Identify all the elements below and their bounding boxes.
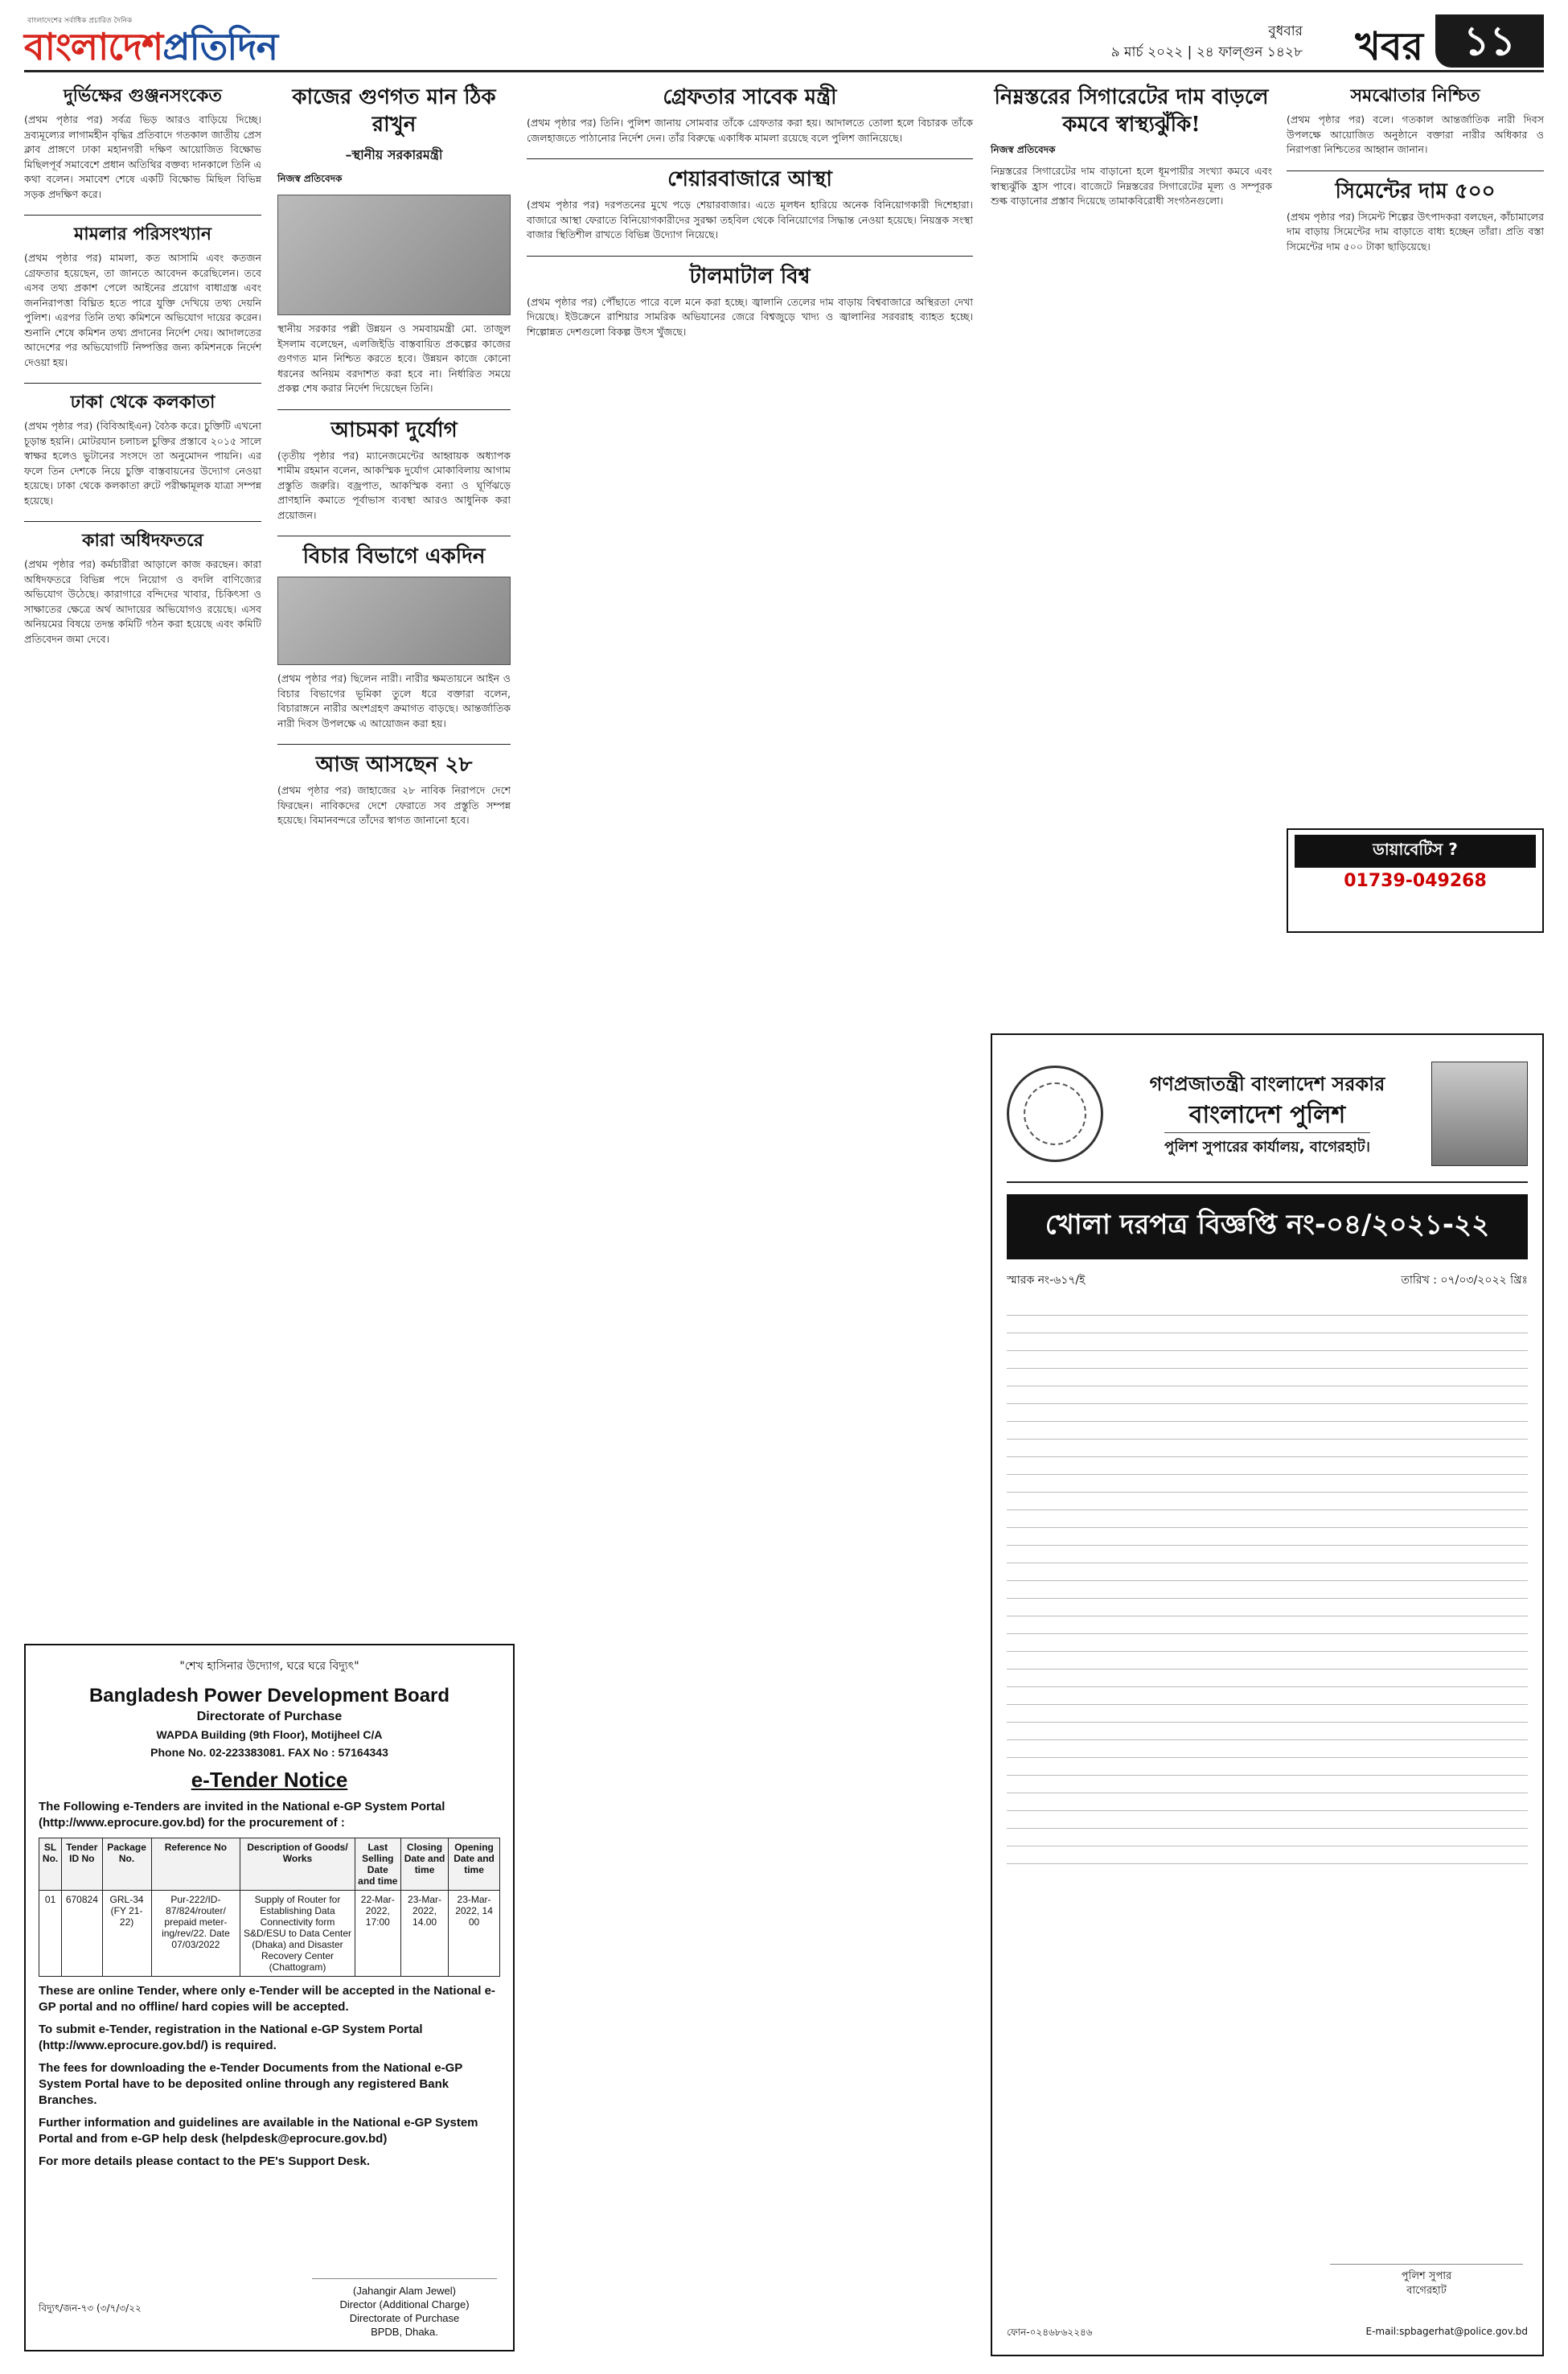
table-row	[39, 1891, 500, 1977]
story-body: (প্রথম পৃষ্ঠার পর) বলে। গতকাল আন্তর্জাতিক নারী দিবস উপলক্ষে আয়োজিত অনুষ্ঠানে বক্তারা নারীর অধিকার ও নিরাপত্তা নিশ্চিতের আহ্বান জানান।	[1287, 113, 1544, 155]
cell-opening: 23-Mar-2022, 14 00	[449, 1891, 500, 1977]
signer-place: বাগেরহাট	[1406, 2285, 1447, 2297]
cell-reference: Pur-222/ID-87/824/router/ prepaid meter-ing/rev/22. Date 07/03/2022	[151, 1891, 240, 1977]
story-body: (প্রথম পৃষ্ঠার পর) পৌঁছাতে পারে বলে মনে করা হচ্ছে। জ্বালানি তেলের দাম বাড়ায় বিশ্ববাজারে অস্থিরতা দেখা দিয়েছে। ইউক্রেনে রাশিয়ার সামরিক অভিযানের জেরে বিশ্বজুড়ে খাদ্য ও জ্বালানির সরবরাহ ব্যাহত হচ্ছে। শিল্পোন্নত দেশগুলো বিকল্প উৎস খুঁজছে।	[527, 295, 973, 338]
notice-title: e-Tender Notice	[191, 1768, 348, 1792]
signer-title: Director (Additional Charge)	[339, 2298, 470, 2310]
memo-row	[1007, 1271, 1528, 1290]
story-body: (প্রথম পৃষ্ঠার পর) তিনি। পুলিশ জানায় সোমবার তাঁকে গ্রেফতার করা হয়। আদালতে তোলা হলে বিচারক তাঁকে জেলহাজতে পাঠানোর নির্দেশ দেন। তাঁর বিরুদ্ধে একাধিক মামলা রয়েছে বলে পুলিশ জানিয়েছে।	[527, 117, 973, 144]
story-mamla	[24, 222, 261, 370]
date-text: ৯ মার্চ ২০২২ | ২৪ ফাল্গুন ১৪২৮	[1110, 44, 1303, 60]
portrait-photo	[1431, 1062, 1528, 1166]
header-package: Package No.	[102, 1838, 151, 1891]
classified-title: ডায়াবেটিস ?	[1295, 835, 1536, 868]
story-body: নিম্নস্তরের সিগারেটের দাম বাড়ানো হলে ধূমপায়ীর সংখ্যা কমবে এবং স্বাস্থ্যঝুঁকি হ্রাস পাবে। বাজেটে নিম্নস্তরের সিগারেটের মূল্য ও সম্পূরক শুল্ক বাড়ানোর প্রস্তাব দিয়েছে তামাকবিরোধী সংগঠনগুলো।	[991, 165, 1272, 207]
signer-dept: Directorate of Purchase	[349, 2312, 460, 2324]
signature	[1330, 2241, 1523, 2265]
org-name: Bangladesh Power Development Board	[88, 1685, 450, 1707]
story-body: (প্রথম পৃষ্ঠার পর) সিমেন্ট শিল্পের উৎপাদকরা বলছেন, কাঁচামালের দাম বাড়ায় সিমেন্টের দাম বাড়াতে বাধ্য হচ্ছেন তাঁরা। প্রতি বস্তা সিমেন্টের দাম ৫০০ টাকা ছাড়িয়েছে।	[1287, 210, 1544, 253]
header-description: Description of Goods/ Works	[240, 1838, 355, 1891]
dateline	[1111, 21, 1303, 63]
note-online: These are online Tender, where only e-Tender will be accepted in the National e-GP portal and no offline/ hard copies will be accepted.	[39, 1984, 495, 2014]
classified-phone: 01739-049268	[1344, 871, 1487, 891]
cell-package: GRL-34 (FY 21-22)	[102, 1891, 151, 1977]
story-durbhiksha	[24, 84, 261, 202]
headline: আজ আসছেন ২৮	[315, 753, 473, 777]
column-1	[24, 84, 261, 659]
story-body: (প্রথম পৃষ্ঠার পর) জাহাজের ২৮ নাবিক নিরাপদে দেশে ফিরছেন। নাবিকদের দেশে ফেরাতে সব প্রস্তুতি সম্পন্ন হয়েছে। বিমানবন্দরে তাঁদের স্বাগত জানানো হবে।	[277, 784, 511, 826]
column-3	[527, 84, 973, 352]
story-share	[527, 166, 973, 243]
police-phone: ফোন-০২৪৬৮৬২২৪৬	[1007, 2327, 1093, 2338]
story-body: (প্রথম পৃষ্ঠার পর) দরপতনের মুখে পড়ে শেয়ারবাজার। এতে মূলধন হারিয়ে অনেক বিনিয়োগকারী দিশেহারা। বাজারে আস্থা ফেরাতে বিনিয়োগকারীদের সুরক্ষা তহবিল থেকে বিনিয়োগের সিদ্ধান্ত নেওয়া হয়েছে। নিয়ন্ত্রক সংস্থা বাজার স্থিতিশীল রাখতে বিভিন্ন উদ্যোগ নিয়েছে।	[527, 199, 973, 240]
day-name: বুধবার	[1268, 23, 1303, 39]
dept-name: Directorate of Purchase	[196, 1710, 343, 1723]
story-samjhota	[1287, 84, 1544, 158]
signer-org: BPDB, Dhaka.	[371, 2326, 438, 2338]
column-5	[1287, 84, 1544, 267]
divider	[24, 215, 261, 216]
intro-text: The Following e-Tenders are invited in the National e-GP System Portal (http://www.eprocure.gov.bd) for the procurement of :	[39, 1800, 445, 1830]
government-name: গণপ্রজাতন্ত্রী বাংলাদেশ সরকার	[1149, 1072, 1385, 1095]
cell-last-selling: 22-Mar-2022, 17:00	[355, 1891, 400, 1977]
police-tender-ad	[991, 1033, 1544, 2356]
police-titles	[1103, 1070, 1431, 1159]
divider	[24, 521, 261, 522]
police-email: E-mail:spbagerhat@police.gov.bd	[1365, 2326, 1528, 2337]
classified-ad	[1287, 828, 1544, 933]
note-fees: The fees for downloading the e-Tender Documents from the National e-GP System Portal have to be deposited online through any registered Bank Branches.	[39, 2061, 462, 2107]
memo-number: স্মারক নং-৬১৭/ই	[1007, 1274, 1086, 1287]
subhead: –স্থানীয় সরকারমন্ত্রী	[345, 147, 443, 162]
headline: কাজের গুণগত মান ঠিক রাখুন	[292, 85, 496, 137]
note-contact: For more details please contact to the PE's Support Desk.	[39, 2154, 371, 2168]
masthead	[24, 14, 1544, 72]
office-name: পুলিশ সুপারের কার্যালয়, বাগেরহাট।	[1164, 1132, 1370, 1159]
tender-details-form	[1007, 1298, 1528, 1864]
logo-accent-text: প্রতিদিন	[162, 25, 278, 68]
government-seal-icon	[1007, 1066, 1103, 1162]
tender-signer	[312, 2255, 497, 2339]
headline: মামলার পরিসংখ্যান	[73, 224, 211, 244]
story-bichar	[277, 543, 511, 731]
police-name: বাংলাদেশ পুলিশ	[1188, 1100, 1346, 1129]
newspaper-logo	[24, 19, 277, 80]
page-number: ১১	[1435, 14, 1544, 68]
cell-sl: 01	[39, 1891, 62, 1977]
byline: নিজস্ব প্রতিবেদক	[277, 173, 343, 184]
header-closing: Closing Date and time	[400, 1838, 448, 1891]
news-photo	[277, 577, 511, 665]
story-kajer-man	[277, 84, 511, 396]
headline: সমঝোতার নিশ্চিত	[1350, 85, 1480, 106]
divider	[527, 158, 973, 159]
reference-code: বিদ্যুৎ/জন-৭৩ (৩/৭/৩/২২	[39, 2302, 142, 2314]
headline: কারা অধিদফতরে	[82, 530, 203, 551]
story-body: (প্রথম পৃষ্ঠার পর) (বিবিআইএন) বৈঠক করে। চুক্তিটি এখনো চূড়ান্ত হয়নি। মোটরযান চলাচল চুক্তির প্রস্তাবে ২০১৫ সালে স্বাক্ষর হলেও ভুটানের সংসদে তা অনুমোদন পায়নি। এর ফলে তিন দেশকে নিয়ে চুক্তি বাস্তবায়নের উদ্যোগ নেওয়া হয়েছে। ঢাকা থেকে কলকাতা রুটে পরীক্ষামূলক যাত্রা সম্পন্ন হয়েছে।	[24, 420, 261, 507]
headline: ঢাকা থেকে কলকাতা	[70, 392, 215, 413]
story-dhaka-kolkata	[24, 390, 261, 508]
police-ad-header	[1007, 1046, 1528, 1183]
divider	[277, 409, 511, 410]
header-last-selling: Last Selling Date and time	[355, 1838, 400, 1891]
police-signer	[1330, 2241, 1523, 2298]
story-achamka	[277, 417, 511, 524]
header-tender-id: Tender ID No	[62, 1838, 102, 1891]
story-cement	[1287, 178, 1544, 255]
story-aj-ashchen	[277, 751, 511, 828]
headline: নিম্নস্তরের সিগারেটের দাম বাড়লে কমবে স্বাস্থ্যঝুঁকি!	[994, 85, 1269, 137]
bpdb-tender-ad	[24, 1644, 515, 2351]
header-sl: SL No.	[39, 1838, 62, 1891]
slogan: "শেখ হাসিনার উদ্যোগ, ঘরে ঘরে বিদ্যুৎ"	[179, 1660, 359, 1673]
headline: গ্রেফতার সাবেক মন্ত্রী	[663, 85, 837, 109]
story-cigarette	[991, 84, 1272, 209]
headline: সিমেন্টের দাম ৫০০	[1335, 179, 1496, 203]
headline: আচমকা দুর্যোগ	[330, 417, 458, 442]
divider	[1287, 170, 1544, 171]
story-body: (প্রথম পৃষ্ঠার পর) ছিলেন নারী। নারীর ক্ষমতায়নে আইন ও বিচার বিভাগের ভূমিকা তুলে ধরে বক্তারা বলেন, বিচারাঙ্গনে নারীর অংশগ্রহণ ক্রমাগত বাড়ছে। আন্তর্জাতিক নারী দিবস উপলক্ষে এ আয়োজন করা হয়।	[277, 672, 511, 729]
cell-closing: 23-Mar-2022, 14.00	[400, 1891, 448, 1977]
police-footer	[1007, 2326, 1528, 2342]
story-body: স্থানীয় সরকার পল্লী উন্নয়ন ও সমবায়মন্ত্রী মো. তাজুল ইসলাম বলেছেন, এলজিইডি বাস্তবায়িত প্রকল্পের কাজের গুণগত মান নিশ্চিত করতে হবে। উন্নয়ন কাজে কোনো ধরনের অনিয়ম বরদাশত করা হবে না। নির্ধারিত সময়ে প্রকল্প শেষ করার নির্দেশ দিয়েছেন তিনি।	[277, 322, 511, 394]
signature	[312, 2255, 497, 2279]
story-talmatal	[527, 263, 973, 340]
tender-banner: খোলা দরপত্র বিজ্ঞপ্তি নং-০৪/২০২১-২২	[1007, 1194, 1528, 1259]
note-guidelines: Further information and guidelines are available in the National e-GP System Portal and from e-GP help desk (helpdesk@eprocure.gov.bd)	[39, 2116, 478, 2146]
headline: শেয়ারবাজারে আস্থা	[667, 167, 832, 191]
story-body: (তৃতীয় পৃষ্ঠার পর) ম্যানেজমেন্টের আহ্বায়ক অধ্যাপক শামীম রহমান বলেন, আকস্মিক দুর্যোগ মোকাবিলায় আগাম প্রস্তুতি জরুরি। বজ্রপাত, আকস্মিক বন্যা ও ঘূর্ণিঝড়ে প্রাণহানি কমাতে পূর্বাভাস ব্যবস্থা আরও আধুনিক করা প্রয়োজন।	[277, 449, 511, 521]
address: WAPDA Building (9th Floor), Motijheel C/A	[156, 1728, 383, 1741]
headline: বিচার বিভাগে একদিন	[302, 544, 486, 569]
news-photo	[277, 195, 511, 315]
tender-table	[39, 1838, 500, 1977]
note-registration: To submit e-Tender, registration in the National e-GP System Portal (http://www.eprocure.gov.bd/) is required.	[39, 2023, 423, 2052]
phone: Phone No. 02-223383081. FAX No : 57164343	[150, 1746, 388, 1759]
divider	[277, 744, 511, 745]
logo-tagline: বাংলাদেশের সর্বাধিক প্রচারিত দৈনিক	[27, 17, 133, 25]
column-2	[277, 84, 511, 841]
cell-tender-id: 670824	[62, 1891, 102, 1977]
logo-main-text: বাংলাদেশ	[24, 25, 163, 68]
divider	[527, 256, 973, 257]
signer-name: (Jahangir Alam Jewel)	[353, 2285, 456, 2297]
story-body: (প্রথম পৃষ্ঠার পর) কর্মচারীরা আড়ালে কাজ করছেন। কারা অধিদফতরে বিভিন্ন পদে নিয়োগ ও বদলি বাণিজ্যের অভিযোগ উঠেছে। কারাগারে বন্দিদের খাবার, চিকিৎসা ও সাক্ষাতের ক্ষেত্রে অর্থ আদায়ের অভিযোগও রয়েছে। এসব অনিয়মের বিষয়ে তদন্ত কমিটি গঠন করা হয়েছে এবং কমিটি প্রতিবেদন জমা দেবে।	[24, 558, 261, 645]
divider	[24, 383, 261, 384]
table-header-row	[39, 1838, 500, 1891]
memo-date: তারিখ : ০৭/০৩/২০২২ খ্রিঃ	[1401, 1274, 1528, 1287]
byline: নিজস্ব প্রতিবেদক	[991, 144, 1056, 155]
header-reference: Reference No	[151, 1838, 240, 1891]
headline: দুর্ভিক্ষের গুঞ্জনসংকেত	[64, 85, 222, 106]
cell-description: Supply of Router for Establishing Data Connectivity form S&D/ESU to Data Center (Dhaka) and Disaster Recovery Center (Chattogram)	[240, 1891, 355, 1977]
story-body: (প্রথম পৃষ্ঠার পর) মামলা, কত আসামি এবং কতজন গ্রেফতার হয়েছেন, তা জানতে আবেদন করেছিলেন। তবে এসব তথ্য প্রকাশ পেলে আইনের প্রয়োগ বাধাগ্রস্ত এবং জননিরাপত্তা বিঘ্নিত হতে পারে যুক্তি দেখিয়ে তথ্য দেয়নি পুলিশ। এরপর তিনি তথ্য কমিশনে অভিযোগ দায়ের করেন। শুনানি শেষে কমিশন তথ্য প্রদানের নির্দেশ দেয়। আদালতের আদেশের পর অভিযোগটি নিষ্পত্তির জন্য কমিশনকে নির্দেশ দেওয়া হয়।	[24, 252, 261, 368]
header-opening: Opening Date and time	[449, 1838, 500, 1891]
headline: টালমাটাল বিশ্ব	[689, 264, 811, 289]
column-4	[991, 84, 1272, 222]
section-name: খবর	[1355, 24, 1423, 69]
signer-title: পুলিশ সুপার	[1401, 2270, 1452, 2282]
story-greftar	[527, 84, 973, 146]
story-kara	[24, 528, 261, 647]
story-body: (প্রথম পৃষ্ঠার পর) সর্বত্র ভিড় আরও বাড়িয়ে দিচ্ছে। দ্রব্যমূল্যের লাগামহীন বৃদ্ধির প্রতিবাদে গতকাল জাতীয় প্রেস ক্লাব প্রাঙ্গণে ঢাকা মহানগরী দক্ষিণ আয়োজিত বিক্ষোভ মিছিলপূর্ব সমাবেশে প্রধান অতিথির বক্তব্য দানকালে তিনি এ কথা বলেন। সমাবেশ শেষে একটি বিক্ষোভ মিছিল বিভিন্ন সড়ক প্রদক্ষিণ করে।	[24, 113, 261, 200]
